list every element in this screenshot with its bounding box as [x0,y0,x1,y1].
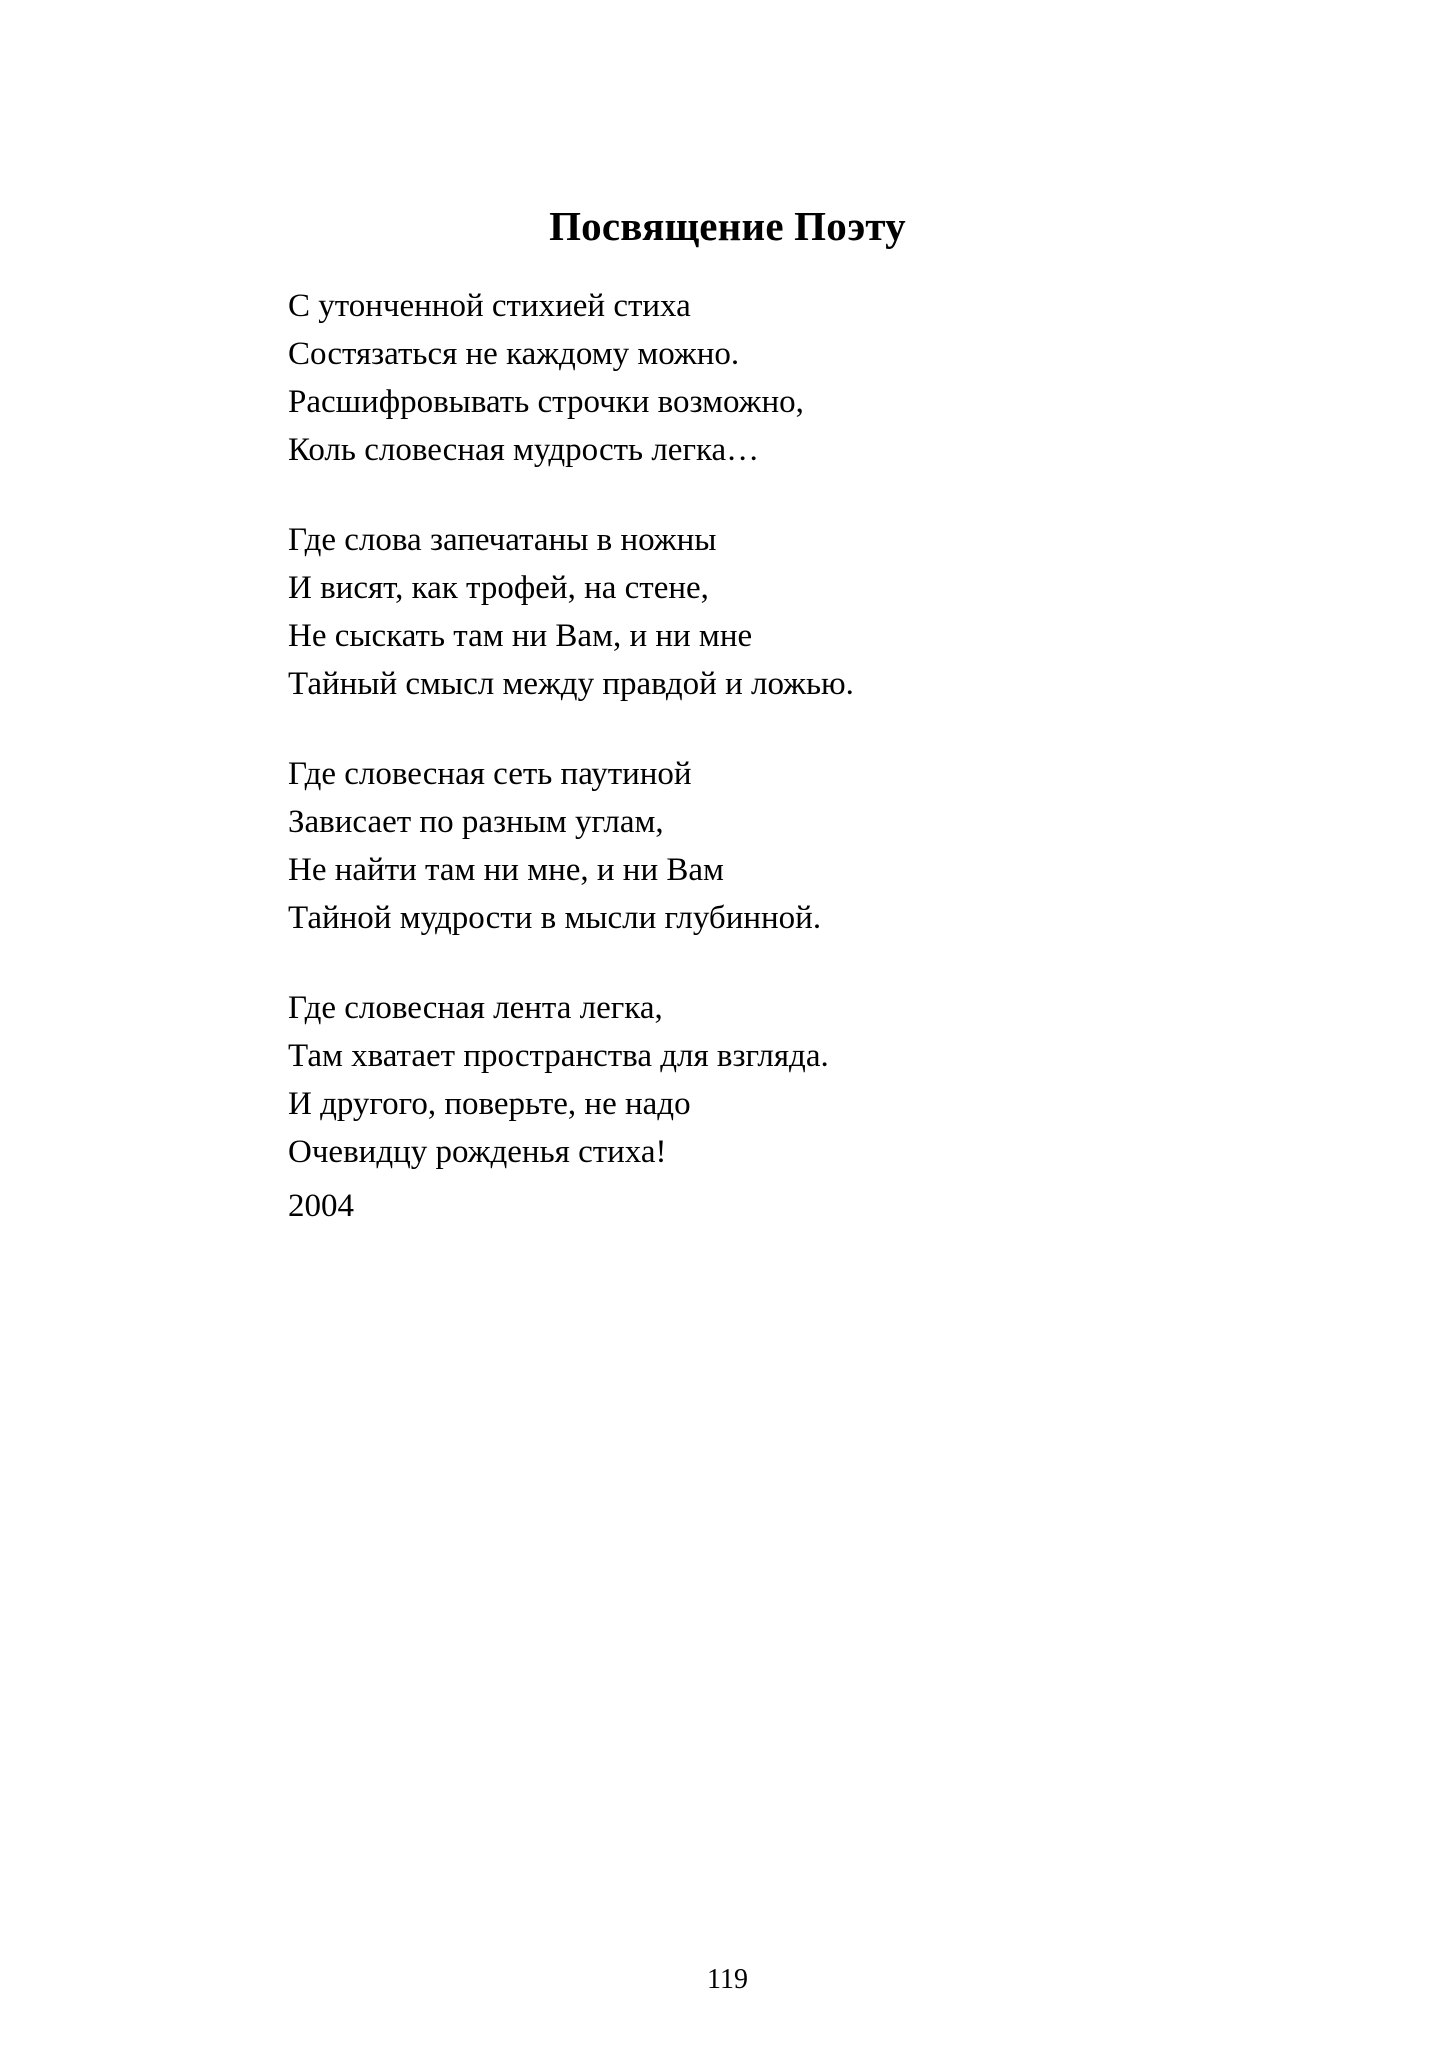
page-number: 119 [707,1964,748,1995]
poem-line: Очевидцу рожденья стиха! [288,1134,667,1170]
poem-line: Коль словесная мудрость легка… [288,432,760,468]
poem-line: Не найти там ни мне, и ни Вам [288,852,724,888]
poem-line: С утонченной стихией стиха [288,288,691,324]
poem-line: Тайной мудрости в мысли глубинной. [288,900,822,936]
poem-line: Тайный смысл между правдой и ложью. [288,666,854,702]
poem-line: Там хватает пространства для взгляда. [288,1038,829,1074]
poem-line: И висят, как трофей, на стене, [288,570,709,606]
poem-line: Где слова запечатаны в ножны [288,522,717,558]
poem-line: Расшифровывать строчки возможно, [288,384,804,420]
poem-stanza [288,750,1188,942]
poem-body [288,282,1188,1176]
poem-year: 2004 [288,1188,354,1224]
poem-stanza [288,984,1188,1176]
poem-line: Где словесная сеть паутиной [288,756,692,792]
poem-line: Где словесная лента легка, [288,990,663,1026]
poem-stanza [288,516,1188,708]
poem-line: И другого, поверьте, не надо [288,1086,691,1122]
poem-line: Зависает по разным углам, [288,804,664,840]
poem-line: Состязаться не каждому можно. [288,336,740,372]
page-title: Посвящение Поэту [549,203,906,250]
poem-stanza [288,282,1188,474]
poem-line: Не сыскать там ни Вам, и ни мне [288,618,753,654]
